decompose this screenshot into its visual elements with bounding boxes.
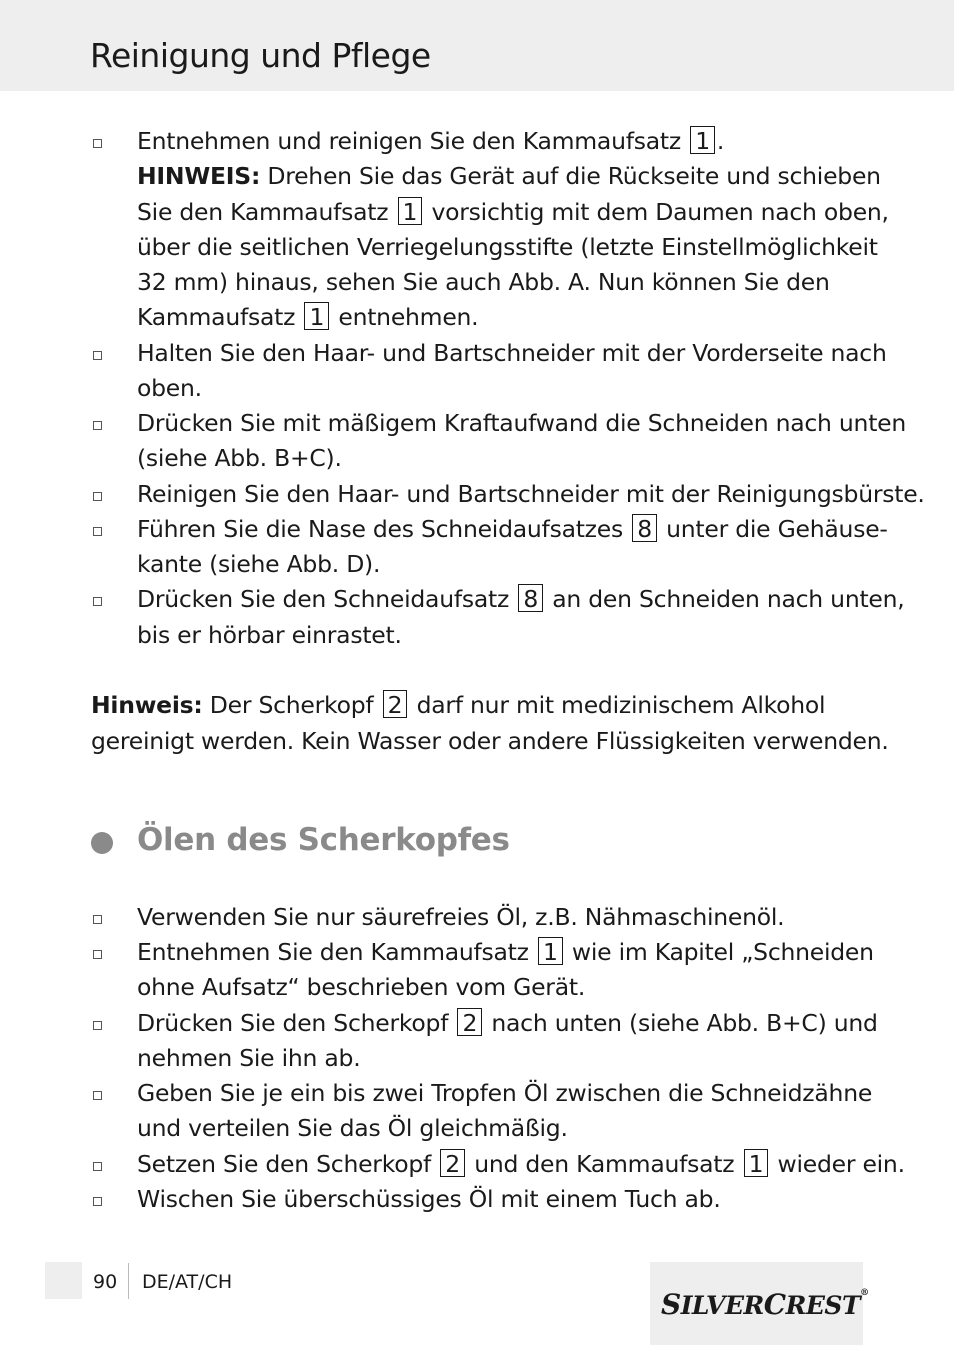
list-item-line: kante (siehe Abb. D). [137, 550, 381, 578]
region-label: DE/AT/CH [142, 1271, 233, 1293]
note-label: Hinweis: [91, 691, 203, 719]
page-header [0, 0, 954, 91]
list-item-line: Geben Sie je ein bis zwei Tropfen Öl zwischen die Schneidzähne [137, 1079, 873, 1107]
silvercrest-logo: SILVERCREST® [661, 1288, 869, 1321]
footer-divider [128, 1263, 129, 1299]
list-item-line: HINWEIS: Drehen Sie das Gerät auf die Rückseite und schieben [137, 162, 881, 190]
checkbox-bullet-icon [93, 492, 102, 501]
checkbox-bullet-icon [93, 139, 102, 148]
list-item-line: über die seitlichen Verriegelungsstifte (letzte Einstellmöglichkeit [137, 233, 878, 261]
checkbox-bullet-icon [93, 1091, 102, 1100]
part-reference: 1 [398, 197, 423, 225]
part-reference: 8 [632, 514, 657, 542]
list-item-line: Sie den Kammaufsatz 1 vorsichtig mit dem Daumen nach oben, [137, 198, 889, 226]
checkbox-bullet-icon [93, 1162, 102, 1171]
list-item-line: Reinigen Sie den Haar- und Bartschneider mit der Reinigungsbürste. [137, 480, 925, 508]
part-reference: 1 [304, 302, 329, 330]
checkbox-bullet-icon [93, 527, 102, 536]
list-item-line: und verteilen Sie das Öl gleichmäßig. [137, 1114, 568, 1142]
list-item-line: Führen Sie die Nase des Schneidaufsatzes 8 unter die Gehäuse- [137, 515, 888, 543]
list-item-line: nehmen Sie ihn ab. [137, 1044, 361, 1072]
list-item-line: Drücken Sie den Scherkopf 2 nach unten (siehe Abb. B+C) und [137, 1009, 878, 1037]
checkbox-bullet-icon [93, 421, 102, 430]
section-bullet-icon [91, 832, 113, 854]
list-item-line: Wischen Sie überschüssiges Öl mit einem Tuch ab. [137, 1185, 721, 1213]
list-item-line: oben. [137, 374, 202, 402]
part-reference: 1 [744, 1149, 769, 1177]
part-reference: 1 [690, 126, 715, 154]
list-item-line: Entnehmen und reinigen Sie den Kammaufsatz 1 . [137, 127, 725, 155]
list-item-line: 32 mm) hinaus, sehen Sie auch Abb. A. Nun können Sie den [137, 268, 830, 296]
list-item-line: (siehe Abb. B+C). [137, 444, 342, 472]
list-item-line: Drücken Sie den Schneidaufsatz 8 an den Schneiden nach unten, [137, 585, 905, 613]
list-item-line: Kammaufsatz 1 entnehmen. [137, 303, 479, 331]
list-item-line: Entnehmen Sie den Kammaufsatz 1 wie im Kapitel „Schneiden [137, 938, 874, 966]
part-reference: 2 [383, 690, 408, 718]
part-reference: 8 [518, 584, 543, 612]
list-item-line: Setzen Sie den Scherkopf 2 und den Kammaufsatz 1 wieder ein. [137, 1150, 905, 1178]
note-label: HINWEIS: [137, 162, 261, 190]
list-item-line: ohne Aufsatz“ beschrieben vom Gerät. [137, 973, 586, 1001]
footer-marker [45, 1262, 82, 1299]
list-item-line: Verwenden Sie nur säurefreies Öl, z.B. Nähmaschinenöl. [137, 903, 785, 931]
page-number: 90 [93, 1271, 118, 1293]
part-reference: 2 [457, 1008, 482, 1036]
part-reference: 2 [440, 1149, 465, 1177]
checkbox-bullet-icon [93, 597, 102, 606]
page-title: Reinigung und Pflege [90, 36, 431, 75]
part-reference: 1 [538, 937, 563, 965]
note-line: gereinigt werden. Kein Wasser oder andere Flüssigkeiten verwenden. [91, 727, 889, 755]
checkbox-bullet-icon [93, 1021, 102, 1030]
checkbox-bullet-icon [93, 915, 102, 924]
checkbox-bullet-icon [93, 1197, 102, 1206]
list-item-line: Drücken Sie mit mäßigem Kraftaufwand die Schneiden nach unten [137, 409, 907, 437]
list-item-line: bis er hörbar einrastet. [137, 621, 402, 649]
checkbox-bullet-icon [93, 950, 102, 959]
note-line: Hinweis: Der Scherkopf 2 darf nur mit medizinischem Alkohol [91, 691, 826, 719]
list-item-line: Halten Sie den Haar- und Bartschneider mit der Vorderseite nach [137, 339, 887, 367]
checkbox-bullet-icon [93, 351, 102, 360]
section-heading: Ölen des Scherkopfes [137, 822, 510, 858]
